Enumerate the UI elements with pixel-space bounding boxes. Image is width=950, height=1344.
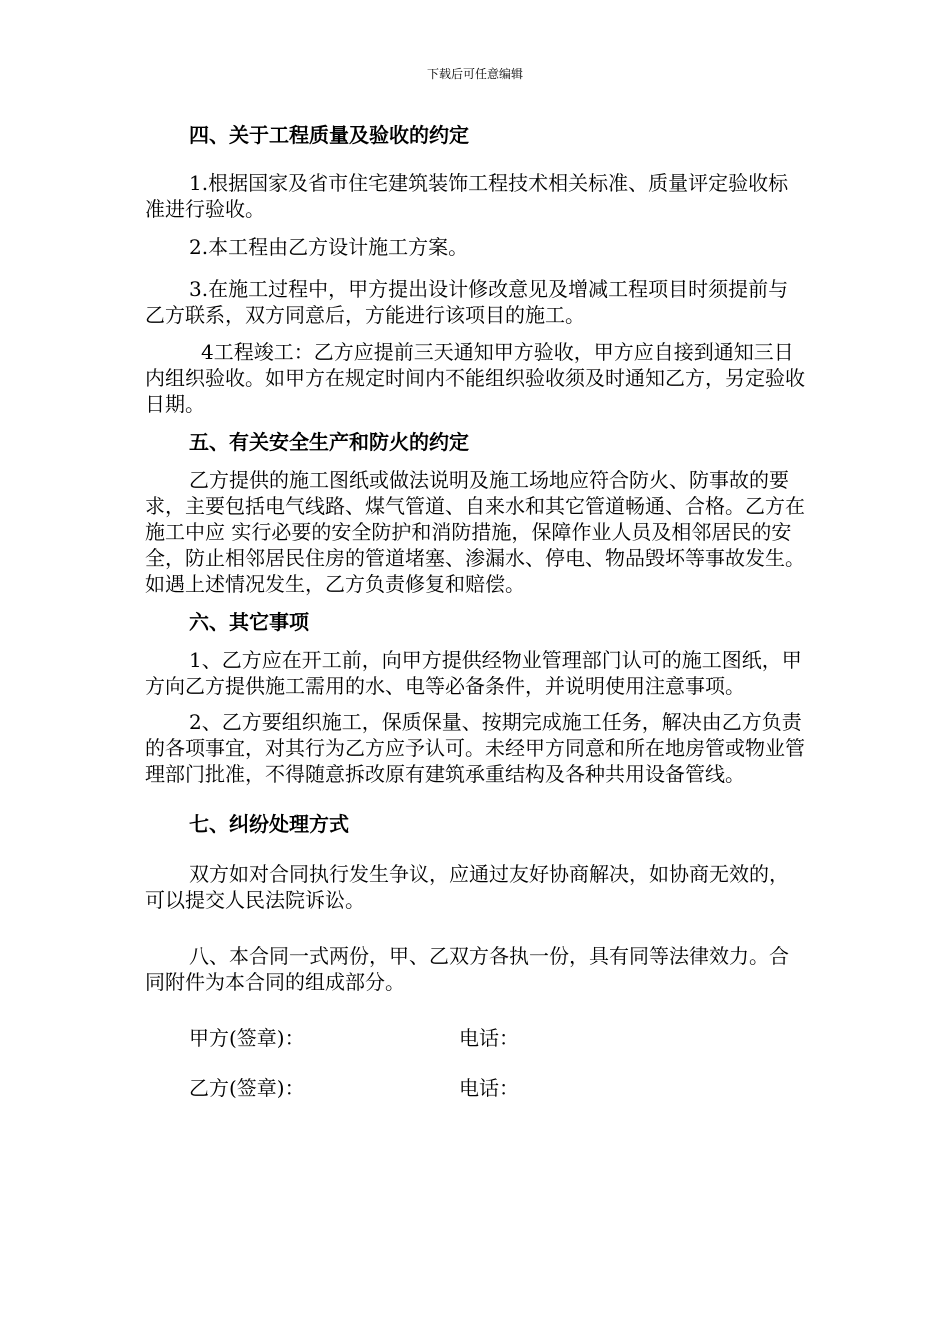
signature-row-party-a	[145, 1025, 805, 1051]
section-5-paragraph-1: 乙方提供的施工图纸或做法说明及施工场地应符合防火、防事故的要求，主要包括电气线路、煤气管道、自来水和其它管道畅通、合格。乙方在施工中应 实行必要的安全防护和消防措施，保障作业人员及相邻居民的安全，防止相邻居民住房的管道堵塞、渗漏水、停电、物品毁坏等事故发生。如遇上述情况发生，乙方负责修复和赔偿。	[145, 468, 805, 596]
party-b-phone-label: 电话：	[459, 1076, 519, 1100]
section-6-paragraph-2: 2、乙方要组织施工，保质保量、按期完成施工任务，解决由乙方负责的各项事宜，对其行为乙方应予认可。未经甲方同意和所在地房管或物业管理部门批准，不得随意拆改原有建筑承重结构及各种共用设备管线。	[145, 710, 805, 786]
section-7-heading: 七、纠纷处理方式	[189, 812, 349, 836]
section-4-paragraph-3: 3.在施工过程中，甲方提出设计修改意见及增减工程项目时须提前与乙方联系，双方同意后，方能进行该项目的施工。	[145, 277, 789, 327]
section-7-paragraph-1: 双方如对合同执行发生争议，应通过友好协商解决，如协商无效的，可以提交人民法院诉讼。	[145, 862, 789, 912]
document-body	[145, 122, 805, 1101]
party-b-signature-label: 乙方(签章)：	[189, 1076, 305, 1100]
header-note: 下载后可任意编辑	[426, 67, 523, 81]
party-a-phone-label: 电话：	[459, 1026, 519, 1050]
section-4-paragraph-2: 2.本工程由乙方设计施工方案。	[189, 235, 469, 259]
section-6-heading: 六、其它事项	[189, 610, 309, 634]
party-a-signature-label: 甲方(签章)：	[189, 1026, 305, 1050]
section-4-heading: 四、关于工程质量及验收的约定	[189, 123, 469, 147]
section-6-paragraph-1: 1、乙方应在开工前，向甲方提供经物业管理部门认可的施工图纸，甲方向乙方提供施工需用的水、电等必备条件，并说明使用注意事项。	[145, 648, 802, 698]
section-4-paragraph-4: 4工程竣工：乙方应提前三天通知甲方验收，甲方应自接到通知三日内组织验收。如甲方在规定时间内不能组织验收须及时通知乙方，另定验收日期。	[145, 340, 805, 416]
section-8-paragraph-1: 八、本合同一式两份，甲、乙双方各执一份，具有同等法律效力。合同附件为本合同的组成部分。	[145, 944, 789, 994]
section-4-paragraph-1: 1.根据国家及省市住宅建筑装饰工程技术相关标准、质量评定验收标准进行验收。	[145, 171, 789, 221]
section-5-heading: 五、有关安全生产和防火的约定	[189, 430, 469, 454]
signature-row-party-b	[145, 1075, 805, 1101]
